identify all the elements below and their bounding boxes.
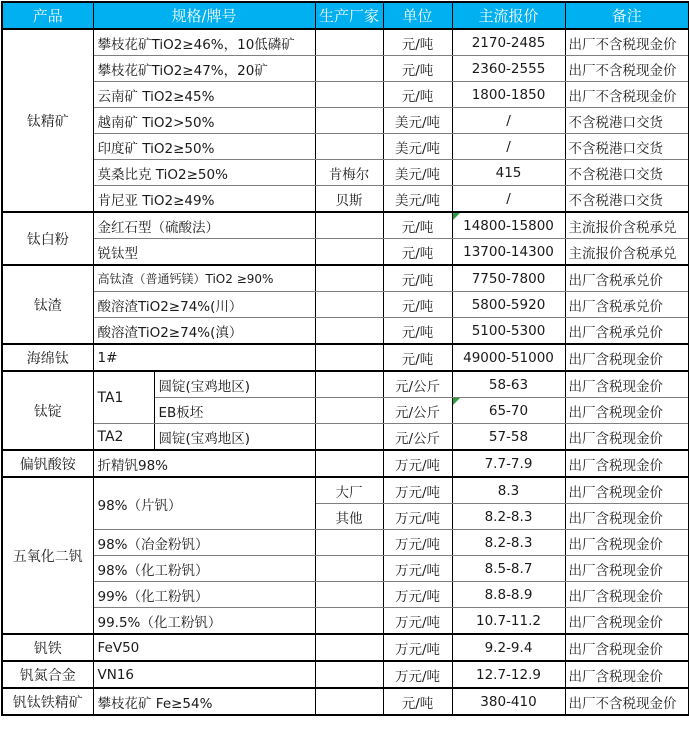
price-cell — [452, 582, 565, 608]
table-row — [2, 265, 689, 292]
maker-cell — [315, 29, 383, 56]
grade-cell — [93, 424, 154, 451]
cell-text: 钒铁 — [33, 640, 62, 657]
maker-cell — [315, 186, 383, 213]
unit-cell — [383, 108, 452, 134]
spec-cell — [93, 239, 315, 266]
table-row — [2, 371, 689, 398]
table-row — [2, 556, 689, 582]
cell-text: 莫桑比克 TiO2≥50% — [97, 166, 228, 183]
cell-text: 出厂含税现金价 — [568, 484, 663, 501]
remark-cell — [565, 108, 689, 134]
maker-cell — [315, 477, 383, 504]
price-cell — [452, 134, 565, 160]
cell-text: 大厂 — [335, 484, 363, 501]
maker-cell — [315, 265, 383, 292]
price-cell — [452, 477, 565, 504]
cell-text: 出厂含税现金价 — [568, 668, 663, 685]
unit-cell — [383, 265, 452, 292]
remark-cell — [565, 344, 689, 371]
price-cell — [452, 292, 565, 318]
spec-cell — [93, 56, 315, 82]
cell-text: 98%（冶金粉钒） — [97, 536, 209, 553]
cell-text: 出厂含税现金价 — [568, 430, 663, 447]
maker-cell — [315, 450, 383, 477]
product-cell — [2, 212, 93, 265]
unit-cell — [383, 160, 452, 186]
price-cell — [452, 212, 565, 239]
cell-text: 出厂含税现金价 — [568, 562, 663, 579]
remark-cell — [565, 608, 689, 635]
spec-cell — [93, 582, 315, 608]
remark-cell — [565, 134, 689, 160]
cell-text: 肯尼亚 TiO2≥49% — [97, 192, 215, 209]
cell-text: 钛渣 — [33, 297, 62, 314]
cell-text: 元/吨 — [401, 351, 434, 368]
cell-text: 出厂含税现金价 — [568, 457, 663, 474]
spec-cell — [93, 160, 315, 186]
cell-text: 贝斯 — [335, 192, 363, 209]
unit-cell — [383, 661, 452, 688]
maker-cell — [315, 634, 383, 661]
column-header: 单位 — [383, 2, 452, 29]
cell-text: 出厂含税承兑价 — [568, 324, 663, 341]
maker-cell — [315, 530, 383, 556]
maker-cell — [315, 56, 383, 82]
cell-text: 7750-7800 — [471, 270, 546, 287]
cell-text: 万元/吨 — [394, 536, 441, 553]
remark-cell — [565, 477, 689, 504]
spec-cell — [93, 344, 315, 371]
cell-text: 钛白粉 — [26, 231, 69, 248]
remark-cell — [565, 265, 689, 292]
cell-text: 65-70 — [488, 402, 529, 419]
unit-cell — [383, 82, 452, 108]
cell-text: 元/吨 — [401, 88, 434, 105]
cell-text: 其他 — [335, 510, 363, 527]
price-cell — [452, 608, 565, 635]
price-cell — [452, 56, 565, 82]
remark-cell — [565, 556, 689, 582]
cell-text: 钒钛铁精矿 — [12, 694, 83, 711]
cell-text: 五氧化二钒 — [12, 548, 83, 565]
spec-cell — [93, 688, 315, 715]
cell-text: 出厂含税现金价 — [568, 404, 663, 421]
cell-text: 海绵钛 — [26, 350, 69, 367]
unit-cell — [383, 29, 452, 56]
cell-text: 5100-5300 — [471, 322, 546, 339]
cell-text: TA1 — [97, 389, 124, 406]
spec-cell — [93, 108, 315, 134]
unit-cell — [383, 371, 452, 398]
cell-text: 美元/吨 — [394, 140, 441, 157]
maker-cell — [315, 134, 383, 160]
column-header: 主流报价 — [452, 2, 565, 29]
unit-cell — [383, 212, 452, 239]
unit-cell — [383, 582, 452, 608]
remark-cell — [565, 160, 689, 186]
price-cell — [452, 661, 565, 688]
cell-text: 主流报价含税承兑 — [568, 245, 677, 262]
spec-cell — [93, 134, 315, 160]
cell-text: 元/吨 — [401, 219, 434, 236]
cell-text: 不含税港口交货 — [568, 192, 663, 209]
cell-text: 98%（片钒） — [97, 497, 182, 514]
cell-text: 1# — [97, 349, 118, 366]
cell-text: 8.8-8.9 — [484, 586, 533, 603]
unit-cell — [383, 608, 452, 635]
spec-cell — [93, 212, 315, 239]
cell-text: 圆锭(宝鸡地区) — [158, 430, 251, 447]
spec-cell — [93, 265, 315, 292]
table-row — [2, 239, 689, 266]
cell-text: 万元/吨 — [394, 510, 441, 527]
remark-cell — [565, 582, 689, 608]
remark-cell — [565, 424, 689, 451]
remark-cell — [565, 56, 689, 82]
spec-cell — [93, 82, 315, 108]
table-row — [2, 450, 689, 477]
remark-cell — [565, 661, 689, 688]
cell-text: 出厂不含税现金价 — [568, 88, 677, 105]
column-header: 规格/牌号 — [93, 2, 315, 29]
cell-text: 380-410 — [480, 693, 537, 710]
maker-cell — [315, 661, 383, 688]
cell-text: 49000-51000 — [463, 349, 554, 366]
table-row — [2, 661, 689, 688]
cell-text: 偏钒酸铵 — [19, 456, 76, 473]
comment-corner-marker — [453, 213, 460, 220]
cell-text: 8.2-8.3 — [484, 534, 533, 551]
remark-cell — [565, 688, 689, 715]
cell-text: 元/吨 — [401, 272, 434, 289]
table-row — [2, 29, 689, 56]
remark-cell — [565, 29, 689, 56]
remark-cell — [565, 634, 689, 661]
unit-cell — [383, 56, 452, 82]
cell-text: 攀枝花矿TiO2≥47%，20矿 — [97, 62, 268, 79]
spec-cell — [154, 424, 315, 451]
cell-text: 8.5-8.7 — [484, 560, 533, 577]
maker-cell — [315, 556, 383, 582]
price-cell — [452, 504, 565, 530]
cell-text: 金红石型（硫酸法） — [97, 219, 219, 236]
cell-text: 元/公斤 — [394, 430, 441, 447]
cell-text: 美元/吨 — [394, 114, 441, 131]
price-cell — [452, 634, 565, 661]
maker-cell — [315, 688, 383, 715]
cell-text: 8.2-8.3 — [484, 508, 533, 525]
cell-text: 出厂含税承兑价 — [568, 298, 663, 315]
unit-cell — [383, 504, 452, 530]
cell-text: 出厂含税现金价 — [568, 510, 663, 527]
grade-cell — [93, 371, 154, 424]
price-cell — [452, 398, 565, 424]
cell-text: 出厂含税现金价 — [568, 641, 663, 658]
table-row — [2, 134, 689, 160]
column-header: 生产厂家 — [315, 2, 383, 29]
maker-cell — [315, 239, 383, 266]
cell-text: 9.2-9.4 — [484, 639, 533, 656]
header-row — [2, 2, 689, 29]
table-row — [2, 318, 689, 345]
remark-cell — [565, 371, 689, 398]
unit-cell — [383, 450, 452, 477]
spec-cell — [93, 186, 315, 213]
price-cell — [452, 688, 565, 715]
maker-cell — [315, 212, 383, 239]
product-cell — [2, 450, 93, 477]
cell-text: VN16 — [97, 666, 135, 683]
cell-text: 1800-1850 — [471, 86, 546, 103]
table-row — [2, 634, 689, 661]
cell-text: 元/吨 — [401, 298, 434, 315]
remark-cell — [565, 239, 689, 266]
maker-cell — [315, 344, 383, 371]
product-cell — [2, 265, 93, 344]
cell-text: 13700-14300 — [463, 243, 554, 260]
price-cell — [452, 318, 565, 345]
cell-text: 7.7-7.9 — [484, 455, 533, 472]
price-cell — [452, 160, 565, 186]
unit-cell — [383, 318, 452, 345]
spec-cell — [93, 477, 315, 530]
cell-text: 2360-2555 — [471, 60, 546, 77]
price-cell — [452, 186, 565, 213]
cell-text: 万元/吨 — [394, 562, 441, 579]
price-cell — [452, 265, 565, 292]
cell-text: 元/公斤 — [394, 378, 441, 395]
remark-cell — [565, 398, 689, 424]
price-cell — [452, 530, 565, 556]
cell-text: 钛锭 — [33, 403, 62, 420]
remark-cell — [565, 530, 689, 556]
cell-text: 14800-15800 — [463, 217, 554, 234]
cell-text: 折精钒98% — [97, 457, 169, 474]
unit-cell — [383, 634, 452, 661]
cell-text: 肯梅尔 — [328, 166, 370, 183]
cell-text: 云南矿 TiO2≥45% — [97, 88, 215, 105]
remark-cell — [565, 186, 689, 213]
cell-text: 57-58 — [488, 428, 529, 445]
cell-text: 5800-5920 — [471, 296, 546, 313]
cell-text: 12.7-12.9 — [476, 666, 541, 683]
table-row — [2, 344, 689, 371]
table-row — [2, 688, 689, 715]
cell-text: 99.5%（化工粉钒） — [97, 614, 222, 631]
remark-cell — [565, 504, 689, 530]
spec-cell — [93, 292, 315, 318]
table-row — [2, 530, 689, 556]
table-row — [2, 608, 689, 635]
cell-text: 高钛渣（普通钙镁）TiO2 ≥90% — [97, 272, 274, 286]
table-row — [2, 292, 689, 318]
maker-cell — [315, 608, 383, 635]
cell-text: 不含税港口交货 — [568, 114, 663, 131]
cell-text: 攀枝花矿 Fe≥54% — [97, 695, 213, 712]
cell-text: / — [506, 112, 511, 129]
maker-cell — [315, 504, 383, 530]
price-table — [1, 1, 689, 716]
spec-cell — [93, 530, 315, 556]
table-row — [2, 212, 689, 239]
cell-text: 出厂含税现金价 — [568, 536, 663, 553]
cell-text: 不含税港口交货 — [568, 166, 663, 183]
cell-text: / — [506, 190, 511, 207]
cell-text: 元/吨 — [401, 62, 434, 79]
spec-cell — [93, 608, 315, 635]
cell-text: / — [506, 138, 511, 155]
cell-text: FeV50 — [97, 639, 140, 656]
unit-cell — [383, 344, 452, 371]
cell-text: 美元/吨 — [394, 192, 441, 209]
product-cell — [2, 477, 93, 634]
unit-cell — [383, 424, 452, 451]
maker-cell — [315, 398, 383, 424]
remark-cell — [565, 318, 689, 345]
price-cell — [452, 29, 565, 56]
cell-text: EB板坯 — [158, 404, 204, 421]
cell-text: 越南矿 TiO2>50% — [97, 114, 215, 131]
cell-text: TA2 — [97, 428, 124, 445]
price-cell — [452, 556, 565, 582]
cell-text: 主流报价含税承兑 — [568, 219, 677, 236]
cell-text: 8.3 — [497, 482, 520, 499]
table-row — [2, 582, 689, 608]
cell-text: 出厂不含税现金价 — [568, 695, 677, 712]
unit-cell — [383, 186, 452, 213]
column-header: 备注 — [565, 2, 689, 29]
price-cell — [452, 344, 565, 371]
cell-text: 2170-2485 — [471, 34, 546, 51]
cell-text: 万元/吨 — [394, 668, 441, 685]
cell-text: 美元/吨 — [394, 166, 441, 183]
comment-corner-marker — [453, 398, 460, 405]
cell-text: 酸溶渣TiO2≥74%(川） — [97, 298, 243, 315]
maker-cell — [315, 82, 383, 108]
cell-text: 钒氮合金 — [19, 667, 76, 684]
cell-text: 元/吨 — [401, 245, 434, 262]
cell-text: 万元/吨 — [394, 484, 441, 501]
cell-text: 元/吨 — [401, 36, 434, 53]
spec-cell — [93, 634, 315, 661]
spec-cell — [93, 450, 315, 477]
table-row — [2, 56, 689, 82]
cell-text: 万元/吨 — [394, 614, 441, 631]
cell-text: 锐钛型 — [97, 245, 138, 262]
cell-text: 99%（化工粉钒） — [97, 588, 209, 605]
cell-text: 不含税港口交货 — [568, 140, 663, 157]
table-header — [2, 2, 689, 29]
cell-text: 万元/吨 — [394, 641, 441, 658]
cell-text: 元/吨 — [401, 695, 434, 712]
cell-text: 万元/吨 — [394, 588, 441, 605]
spec-cell — [93, 318, 315, 345]
cell-text: 攀枝花矿TiO2≥46%，10低磷矿 — [97, 36, 295, 53]
maker-cell — [315, 371, 383, 398]
price-cell — [452, 82, 565, 108]
spec-cell — [154, 371, 315, 398]
table-row — [2, 477, 689, 504]
cell-text: 出厂含税承兑价 — [568, 272, 663, 289]
maker-cell — [315, 424, 383, 451]
cell-text: 98%（化工粉钒） — [97, 562, 209, 579]
cell-text: 出厂含税现金价 — [568, 378, 663, 395]
product-cell — [2, 29, 93, 212]
remark-cell — [565, 82, 689, 108]
table-row — [2, 160, 689, 186]
unit-cell — [383, 398, 452, 424]
cell-text: 出厂含税现金价 — [568, 614, 663, 631]
product-cell — [2, 661, 93, 688]
unit-cell — [383, 239, 452, 266]
cell-text: 出厂不含税现金价 — [568, 62, 677, 79]
unit-cell — [383, 292, 452, 318]
price-cell — [452, 424, 565, 451]
maker-cell — [315, 108, 383, 134]
cell-text: 元/吨 — [401, 324, 434, 341]
cell-text: 圆锭(宝鸡地区) — [158, 378, 251, 395]
cell-text: 印度矿 TiO2≥50% — [97, 140, 215, 157]
column-header: 产品 — [2, 2, 93, 29]
product-cell — [2, 634, 93, 661]
spec-cell — [93, 556, 315, 582]
cell-text: 酸溶渣TiO2≥74%(滇） — [97, 324, 243, 341]
cell-text: 万元/吨 — [394, 457, 441, 474]
unit-cell — [383, 134, 452, 160]
remark-cell — [565, 450, 689, 477]
table-row — [2, 82, 689, 108]
product-cell — [2, 344, 93, 371]
maker-cell — [315, 318, 383, 345]
unit-cell — [383, 477, 452, 504]
product-cell — [2, 371, 93, 450]
cell-text: 元/公斤 — [394, 404, 441, 421]
spec-cell — [93, 29, 315, 56]
price-cell — [452, 239, 565, 266]
spec-cell — [154, 398, 315, 424]
unit-cell — [383, 556, 452, 582]
cell-text: 钛精矿 — [26, 113, 69, 130]
remark-cell — [565, 292, 689, 318]
price-cell — [452, 108, 565, 134]
maker-cell — [315, 292, 383, 318]
maker-cell — [315, 160, 383, 186]
remark-cell — [565, 212, 689, 239]
table-row — [2, 424, 689, 451]
unit-cell — [383, 688, 452, 715]
unit-cell — [383, 530, 452, 556]
price-cell — [452, 450, 565, 477]
table-row — [2, 186, 689, 213]
price-cell — [452, 371, 565, 398]
spec-cell — [93, 661, 315, 688]
table-row — [2, 108, 689, 134]
cell-text: 出厂不含税现金价 — [568, 36, 677, 53]
cell-text: 出厂含税现金价 — [568, 351, 663, 368]
product-cell — [2, 688, 93, 715]
cell-text: 出厂含税现金价 — [568, 588, 663, 605]
table-body — [2, 29, 689, 715]
cell-text: 10.7-11.2 — [476, 612, 541, 629]
maker-cell — [315, 582, 383, 608]
cell-text: 58-63 — [488, 376, 529, 393]
cell-text: 415 — [495, 164, 522, 181]
